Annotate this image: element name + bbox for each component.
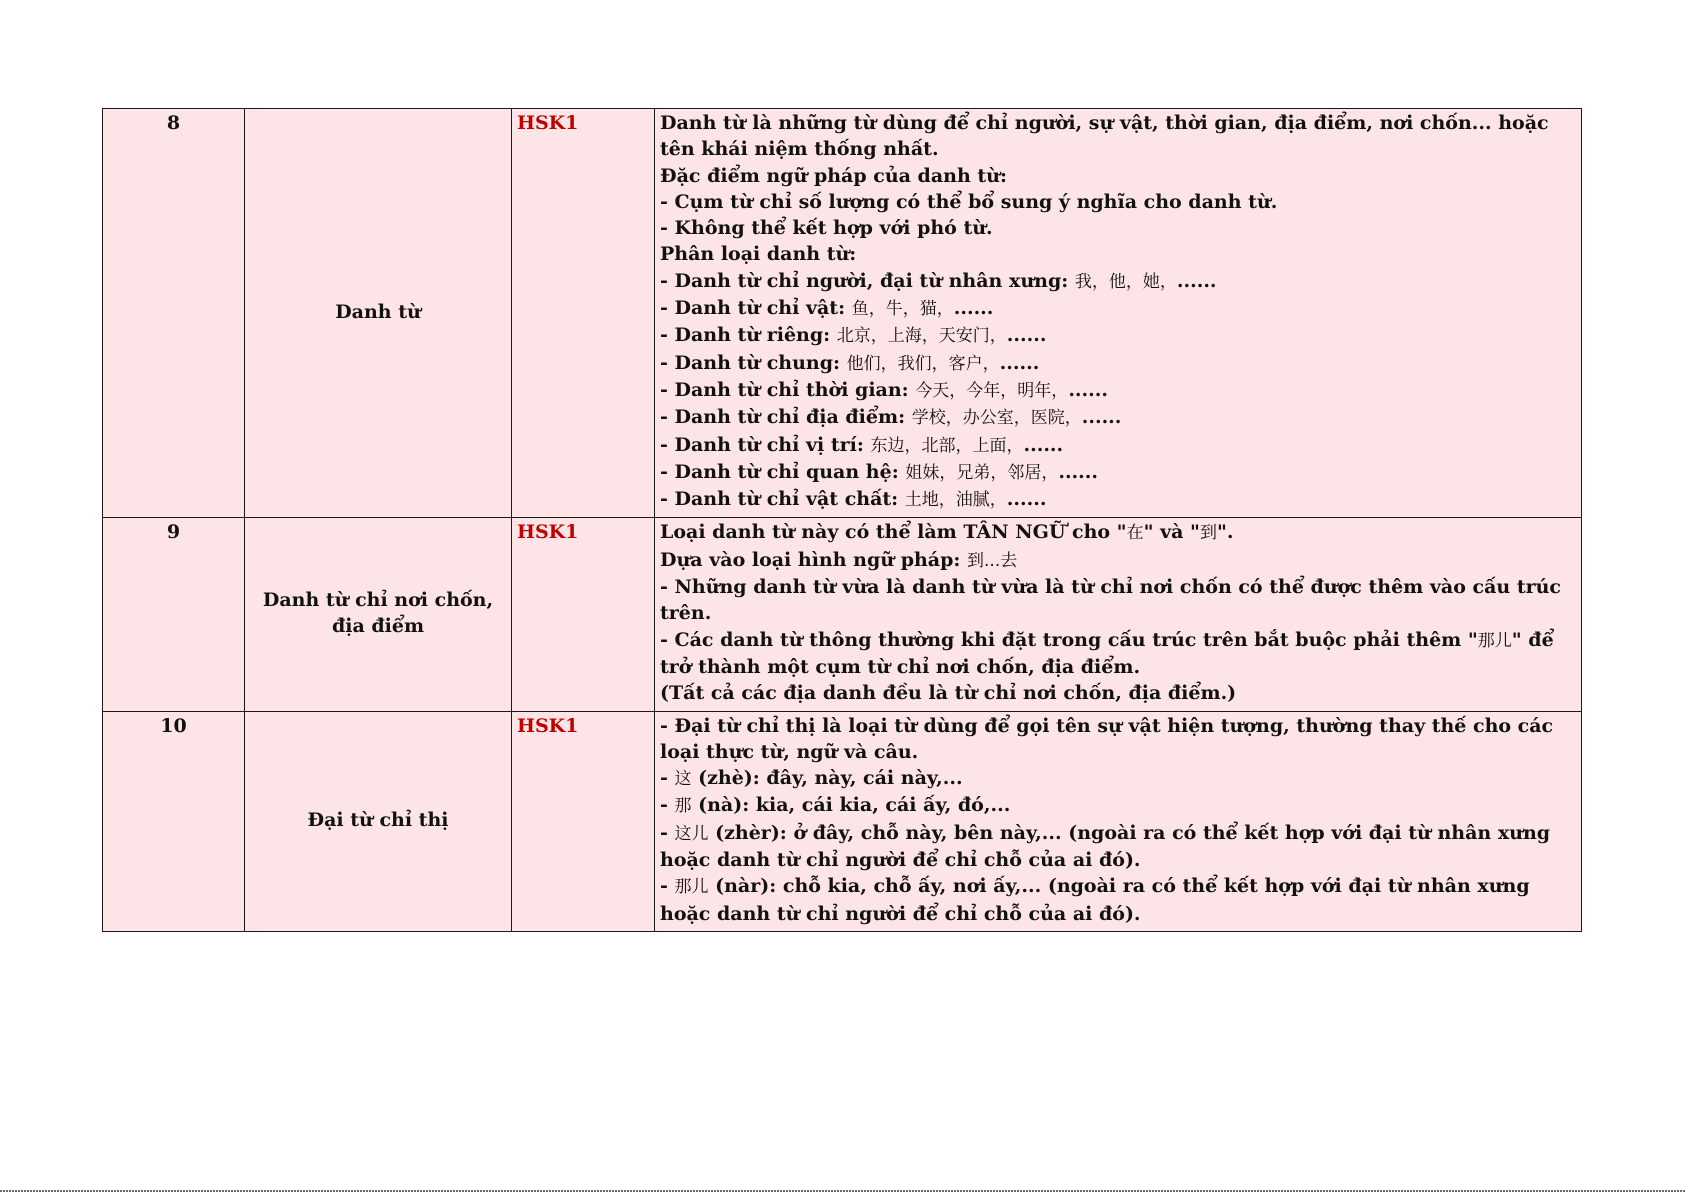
row-number: 9 (103, 518, 245, 711)
description-text: ...... (1006, 324, 1047, 347)
description-text: ...... (1023, 433, 1064, 456)
description-text: (zhèr): ở đây, chỗ này, bên này,... (ngoài ra có thể kết hợp với đại từ nhân xưng hoặc danh từ chỉ người để chỉ chỗ của ai đó). (660, 821, 1551, 872)
description-line (660, 110, 1576, 163)
chinese-text: 东边，北部，上面， (870, 435, 1024, 456)
description-text: Dựa vào loại hình ngữ pháp: (660, 548, 968, 571)
description-text: ...... (953, 297, 994, 320)
grammar-term: Đại từ chỉ thị (245, 711, 512, 931)
chinese-text: 那 (674, 796, 692, 817)
grammar-term: Danh từ (245, 109, 512, 518)
description-text: - Đại từ chỉ thị là loại từ dùng để gọi tên sự vật hiện tượng, thường thay thế cho các loại thực từ, ngữ và câu. (660, 714, 1554, 763)
description-text: - (660, 767, 675, 790)
description-line (660, 163, 1576, 189)
description-cell (655, 711, 1582, 931)
description-line (660, 713, 1576, 766)
description-line (660, 459, 1576, 486)
description-text: ...... (1081, 406, 1122, 429)
description-text: - (660, 794, 675, 817)
chinese-text: 土地，油腻， (904, 490, 1007, 511)
description-line (660, 268, 1576, 295)
description-text: Phân loại danh từ: (660, 243, 857, 266)
chinese-text: 鱼，牛，猫， (851, 299, 954, 320)
description-line (660, 295, 1576, 322)
chinese-text: 这儿 (674, 823, 709, 844)
chinese-text: 姐妹，兄弟，邻居， (905, 462, 1059, 483)
description-line (660, 792, 1576, 819)
chinese-text: 那儿 (1477, 630, 1512, 651)
level-badge: HSK1 (512, 518, 655, 711)
description-text: - Không thể kết hợp với phó từ. (660, 217, 993, 240)
description-text: ...... (1068, 378, 1109, 401)
row-number: 10 (103, 711, 245, 931)
description-line (660, 574, 1576, 627)
table-row (103, 518, 1582, 711)
description-text: ...... (1006, 488, 1047, 511)
description-text: - Danh từ chỉ vật chất: (660, 488, 905, 511)
chinese-text: 到...去 (967, 550, 1018, 571)
description-cell (655, 518, 1582, 711)
description-text: (Tất cả các địa danh đều là từ chỉ nơi chốn, địa điểm.) (660, 682, 1237, 705)
description-line (660, 215, 1576, 241)
description-text: ...... (1176, 269, 1217, 292)
description-text: - Danh từ chỉ quan hệ: (660, 460, 906, 483)
description-text: (nàr): chỗ kia, chỗ ấy, nơi ấy,... (ngoài ra có thể kết hợp với đại từ nhân xưng hoặc danh từ chỉ người để chỉ chỗ của ai đó). (660, 875, 1530, 925)
chinese-text: 到 (1199, 523, 1217, 544)
description-line (660, 189, 1576, 215)
chinese-text: 在 (1126, 523, 1144, 544)
description-line (660, 680, 1576, 706)
description-line (660, 377, 1576, 404)
table-body (103, 109, 1582, 932)
level-badge: HSK1 (512, 711, 655, 931)
description-line (660, 322, 1576, 349)
description-text: - Danh từ chỉ thời gian: (660, 378, 916, 401)
chinese-text: 我，他，她， (1074, 271, 1177, 292)
description-line (660, 547, 1576, 574)
description-text: (nà): kia, cái kia, cái ấy, đó,... (691, 794, 1011, 817)
description-line (660, 873, 1576, 927)
description-text: ...... (999, 351, 1040, 374)
description-text: ...... (1058, 460, 1099, 483)
description-text: - (660, 821, 675, 844)
chinese-text: 今天，今年，明年， (915, 380, 1069, 401)
description-line (660, 627, 1576, 681)
description-text: - Danh từ chỉ người, đại từ nhân xưng: (660, 269, 1075, 292)
chinese-text: 学校，办公室，医院， (911, 408, 1082, 429)
description-line (660, 432, 1576, 459)
description-line (660, 486, 1576, 513)
description-line (660, 350, 1576, 377)
description-text: - Những danh từ vừa là danh từ vừa là từ chỉ nơi chốn có thể được thêm vào cấu trúc trên. (660, 576, 1561, 625)
description-text: - Danh từ chung: (660, 351, 847, 374)
description-line (660, 241, 1576, 267)
table-row (103, 109, 1582, 518)
description-line (660, 519, 1576, 546)
description-text: - Danh từ chỉ địa điểm: (660, 406, 912, 429)
table-row (103, 711, 1582, 931)
chinese-text: 那儿 (674, 877, 709, 898)
description-text: - Các danh từ thông thường khi đặt trong cấu trúc trên bắt buộc phải thêm " (660, 628, 1478, 651)
description-line (660, 820, 1576, 874)
description-text: Danh từ là những từ dùng để chỉ người, sự vật, thời gian, địa điểm, nơi chốn... hoặc tên khái niệm thống nhất. (660, 112, 1549, 161)
description-text: " và " (1143, 521, 1200, 544)
chinese-text: 北京，上海，天安门， (836, 326, 1007, 347)
description-text: - Danh từ riêng: (660, 324, 837, 347)
description-cell (655, 109, 1582, 518)
description-line (660, 765, 1576, 792)
description-text: - Cụm từ chỉ số lượng có thể bổ sung ý nghĩa cho danh từ. (660, 190, 1278, 213)
level-badge: HSK1 (512, 109, 655, 518)
description-text: - Danh từ chỉ vật: (660, 297, 852, 320)
description-text: " để trở thành một cụm từ chỉ nơi chốn, địa điểm. (660, 628, 1554, 678)
description-text: - (660, 875, 675, 898)
description-text: - Danh từ chỉ vị trí: (660, 433, 871, 456)
description-line (660, 404, 1576, 431)
chinese-text: 这 (674, 769, 692, 790)
description-text: ". (1216, 521, 1234, 544)
description-text: Đặc điểm ngữ pháp của danh từ: (660, 164, 1008, 187)
grammar-term: Danh từ chỉ nơi chốn, địa điểm (245, 518, 512, 711)
chinese-text: 他们，我们，客户， (846, 353, 1000, 374)
description-text: (zhè): đây, này, cái này,... (691, 767, 963, 790)
grammar-table (102, 108, 1582, 932)
row-number: 8 (103, 109, 245, 518)
description-text: Loại danh từ này có thể làm TÂN NGỮ cho " (660, 521, 1127, 544)
